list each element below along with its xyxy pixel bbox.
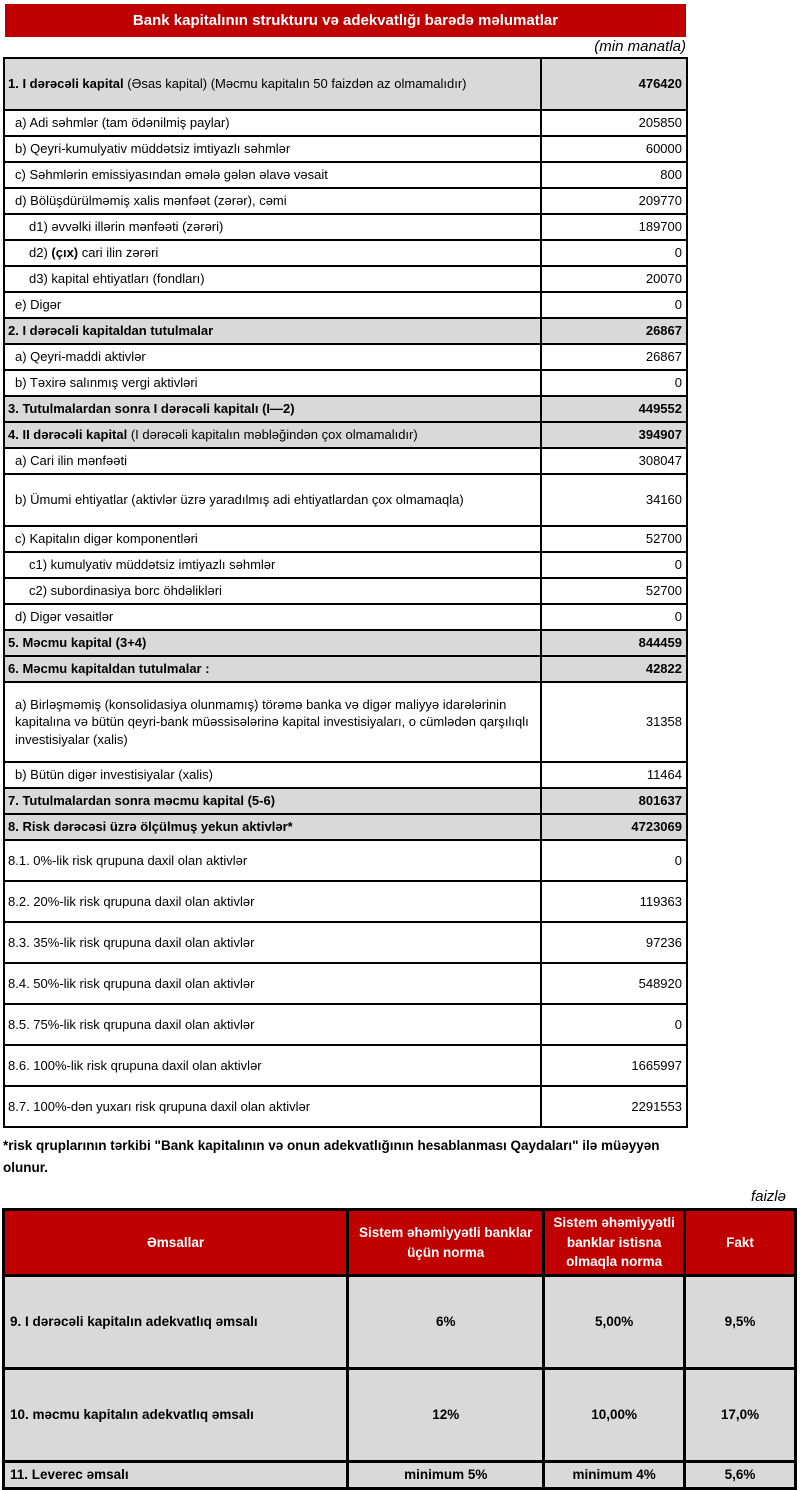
capital-table-row [4,840,687,881]
capital-row-label [4,396,541,422]
ratio-row-cell: 5,00% [544,1275,685,1368]
capital-row-value: 42822 [541,656,687,682]
capital-table-row [4,1086,687,1127]
capital-row-label-text: 8.5. 75%-lik risk qrupuna daxil olan aktivlər [8,1016,255,1032]
capital-row-label-text: c2) subordinasiya borc öhdəlikləri [29,583,222,599]
capital-row-label-text: 8.1. 0%-lik risk qrupuna daxil olan aktivlər [8,852,248,868]
capital-table-row [4,1004,687,1045]
capital-row-label [4,682,541,762]
capital-row-label-text: 7. Tutulmalardan sonra məcmu kapital (5-6) [8,793,276,809]
ratio-header-fact: Fakt [685,1210,796,1276]
capital-table-row [4,292,687,318]
capital-row-label [4,214,541,240]
ratio-row-cell: minimum 4% [544,1461,685,1488]
capital-row-value: 205850 [541,110,687,136]
capital-row-label-text: d2) [29,245,52,261]
capital-table-row [4,656,687,682]
capital-row-label-text: 3. Tutulmalardan sonra I dərəcəli kapitalı (I—2) [8,401,295,417]
capital-row-label [4,1045,541,1086]
capital-row-value: 11464 [541,762,687,788]
capital-row-value: 26867 [541,344,687,370]
capital-row-label-text: d1) əvvəlki illərin mənfəəti (zərəri) [29,219,224,235]
capital-row-label-text: 8.3. 35%-lik risk qrupuna daxil olan aktivlər [8,934,255,950]
capital-table-row [4,1045,687,1086]
capital-table-row [4,963,687,1004]
capital-row-label-text: 8. Risk dərəcəsi üzrə ölçülmuş yekun aktivlər* [8,819,293,835]
capital-row-label-text: 1. I dərəcəli kapital [8,76,124,92]
capital-row-label [4,526,541,552]
ratio-header-systemic-norm: Sistem əhəmiyyətli banklar üçün norma [348,1210,544,1276]
capital-table-row [4,162,687,188]
ratio-row-cell: 10,00% [544,1368,685,1461]
capital-row-value: 52700 [541,526,687,552]
capital-table-row [4,922,687,963]
capital-row-label [4,344,541,370]
capital-row-value: 97236 [541,922,687,963]
capital-row-label-text: c) Kapitalın digər komponentləri [15,531,198,547]
capital-row-value: 26867 [541,318,687,344]
capital-row-label-text: b) Təxirə salınmış vergi aktivləri [15,375,198,391]
capital-row-value: 60000 [541,136,687,162]
footnote: *risk qruplarının tərkibi "Bank kapitalının və onun adekvatlığının hesablanması Qaydaları" ilə müəyyən olunur. [3,1138,660,1175]
capital-row-label [4,162,541,188]
ratio-table-row [4,1461,796,1488]
ratio-row-label: 9. I dərəcəli kapitalın adekvatlıq əmsalı [4,1275,348,1368]
capital-row-label [4,963,541,1004]
capital-row-label [4,1004,541,1045]
capital-row-label [4,578,541,604]
capital-row-label-text: e) Digər [15,297,62,313]
capital-row-label [4,240,541,266]
capital-row-value: 52700 [541,578,687,604]
capital-row-label-text: 5. Məcmu kapital (3+4) [8,635,147,651]
capital-table-row [4,214,687,240]
capital-table-row [4,188,687,214]
ratio-row-cell: 17,0% [685,1368,796,1461]
capital-row-label-text: (çıx) [51,245,79,261]
capital-row-label [4,1086,541,1127]
capital-table-row [4,370,687,396]
capital-table-row [4,344,687,370]
capital-table-row [4,396,687,422]
ratio-row-cell: 9,5% [685,1275,796,1368]
capital-row-value: 0 [541,370,687,396]
capital-row-label [4,188,541,214]
capital-row-value: 209770 [541,188,687,214]
ratio-table [2,1208,797,1490]
capital-table [3,57,688,1128]
capital-row-label [4,840,541,881]
capital-table-row [4,682,687,762]
capital-row-value: 0 [541,240,687,266]
capital-table-row [4,630,687,656]
capital-row-label [4,422,541,448]
capital-row-label-text: a) Cari ilin mənfəəti [15,453,127,469]
capital-row-label [4,814,541,840]
capital-row-value: 0 [541,292,687,318]
capital-row-value: 189700 [541,214,687,240]
capital-row-label-text: 8.6. 100%-lik risk qrupuna daxil olan aktivlər [8,1057,262,1073]
capital-row-label [4,448,541,474]
capital-row-label [4,656,541,682]
capital-row-label-text: c1) kumulyativ müddətsiz imtiyazlı səhmlər [29,557,276,573]
capital-row-value: 800 [541,162,687,188]
capital-table-row [4,788,687,814]
capital-table-row [4,814,687,840]
ratio-row-label: 10. məcmu kapitalın adekvatlıq əmsalı [4,1368,348,1461]
capital-row-label-text: (I dərəcəli kapitalın məbləğindən çox olmamalıdır) [130,427,418,443]
capital-row-label [4,136,541,162]
capital-row-label-text: d) Bölüşdürülməmiş xalis mənfəət (zərər), cəmi [15,193,287,209]
capital-row-label [4,110,541,136]
capital-table-row [4,762,687,788]
capital-row-label-text: a) Birləşməmiş (konsolidasiya olunmamış) törəmə banka və digər maliyyə idarələrinin kapitalına və bütün qeyri-bank müəssisələrinə kapital investisiyaları, o cümlədən qarşılıqlı investisiyalar (xalis) [15,696,529,747]
capital-row-value: 20070 [541,266,687,292]
ratio-header-non-systemic-norm: Sistem əhəmiyyətli banklar istisna olmaqla norma [544,1210,685,1276]
capital-row-label-text: a) Qeyri-maddi aktivlər [15,349,146,365]
capital-row-value: 308047 [541,448,687,474]
capital-row-value: 844459 [541,630,687,656]
capital-row-value: 476420 [541,58,687,110]
capital-row-label [4,318,541,344]
capital-row-label [4,788,541,814]
capital-row-label [4,266,541,292]
capital-row-label-text: a) Adi səhmlər (tam ödənilmiş paylar) [15,115,230,131]
capital-row-label [4,474,541,526]
capital-row-label [4,552,541,578]
capital-row-value: 4723069 [541,814,687,840]
capital-row-value: 801637 [541,788,687,814]
capital-row-label [4,630,541,656]
capital-row-label-text: 8.7. 100%-dən yuxarı risk qrupuna daxil olan aktivlər [8,1098,311,1114]
title-bar [5,4,686,37]
report-page [0,4,800,1490]
unit-note: (min manatla) [594,38,686,55]
percent-unit-note: faizlə [750,1188,786,1206]
capital-row-value: 0 [541,552,687,578]
ratio-header-row [4,1210,796,1276]
ratio-row-cell: minimum 5% [348,1461,544,1488]
capital-table-row [4,526,687,552]
capital-row-label-text: 8.4. 50%-lik risk qrupuna daxil olan aktivlər [8,975,255,991]
ratio-row-label: 11. Leverec əmsalı [4,1461,348,1488]
capital-row-label [4,58,541,110]
capital-row-value: 31358 [541,682,687,762]
capital-row-label-text: 8.2. 20%-lik risk qrupuna daxil olan aktivlər [8,893,255,909]
capital-table-row [4,422,687,448]
capital-table-row [4,552,687,578]
ratio-header-emsallar: Əmsallar [4,1210,348,1276]
capital-row-label-text: 4. II dərəcəli kapital [8,427,131,443]
capital-row-label [4,922,541,963]
ratio-row-cell: 6% [348,1275,544,1368]
capital-row-label-text: cari ilin zərəri [78,245,159,261]
capital-table-row [4,266,687,292]
capital-row-value: 0 [541,1004,687,1045]
capital-row-label-text: 2. I dərəcəli kapitaldan tutulmalar [8,323,214,339]
capital-row-label-text: d) Digər vəsaitlər [15,609,114,625]
capital-table-row [4,578,687,604]
capital-table-row [4,318,687,344]
capital-table-row [4,474,687,526]
capital-row-label-text: d3) kapital ehtiyatları (fondları) [29,271,205,287]
page-title: Bank kapitalının strukturu və adekvatlığı barədə məlumatlar [132,12,559,29]
capital-table-row [4,881,687,922]
ratio-row-cell: 12% [348,1368,544,1461]
capital-table-row [4,240,687,266]
capital-row-label [4,370,541,396]
capital-row-value: 0 [541,840,687,881]
capital-row-value: 119363 [541,881,687,922]
capital-row-value: 2291553 [541,1086,687,1127]
capital-row-label [4,881,541,922]
capital-row-value: 34160 [541,474,687,526]
capital-table-row [4,136,687,162]
capital-row-label-text: c) Səhmlərin emissiyasından əmələ gələn əlavə vəsait [15,167,328,183]
capital-row-label [4,604,541,630]
capital-row-label-text: 6. Məcmu kapitaldan tutulmalar : [8,661,210,677]
capital-row-value: 449552 [541,396,687,422]
capital-row-label-text: (Əsas kapital) (Məcmu kapitalın 50 faizdən az olmamalıdır) [123,76,467,92]
capital-row-label-text: b) Ümumi ehtiyatlar (aktivlər üzrə yaradılmış adi ehtiyatlardan çox olmamaqla) [15,492,464,508]
capital-row-value: 394907 [541,422,687,448]
ratio-row-cell: 5,6% [685,1461,796,1488]
capital-row-value: 1665997 [541,1045,687,1086]
capital-row-label [4,292,541,318]
ratio-table-row [4,1368,796,1461]
capital-table-row [4,448,687,474]
capital-row-label-text: b) Bütün digər investisiyalar (xalis) [15,767,213,783]
capital-row-label [4,762,541,788]
capital-row-value: 548920 [541,963,687,1004]
capital-table-row [4,58,687,110]
ratio-table-row [4,1275,796,1368]
capital-row-label-text: b) Qeyri-kumulyativ müddətsiz imtiyazlı səhmlər [15,141,291,157]
capital-table-row [4,110,687,136]
capital-row-value: 0 [541,604,687,630]
capital-table-row [4,604,687,630]
